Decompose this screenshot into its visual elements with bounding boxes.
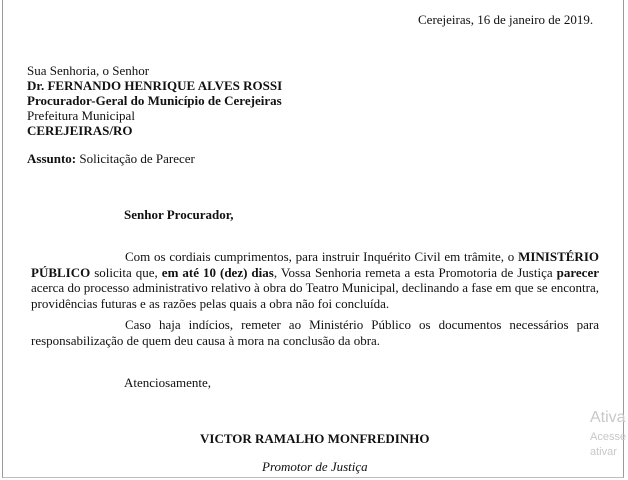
- paragraph-request-text-1: Com os cordiais cumprimentos, para instruir Inquérito Civil em trâmite, o: [125, 249, 519, 264]
- recipient-name: Dr. FERNANDO HENRIQUE ALVES ROSSI: [27, 78, 283, 93]
- recipient-title: Procurador-Geral do Município de Cerejeiras: [27, 93, 282, 108]
- paragraph-evidence: Caso haja indícios, remeter ao Ministério Público os documentos necessários para responsabilização de quem deu causa à mora na conclusão da obra.: [31, 317, 599, 348]
- closing: Atenciosamente,: [124, 375, 211, 390]
- recipient-city: CEREJEIRAS/RO: [27, 123, 133, 138]
- paragraph-request-text-3: , Vossa Senhoria remeta a esta Promotoria de Justiça: [273, 264, 557, 280]
- subject-label: Assunto:: [27, 151, 77, 166]
- greeting: Senhor Procurador,: [124, 207, 234, 222]
- deadline: em até 10 (dez) dias: [161, 264, 274, 280]
- paragraph-request: [31, 249, 599, 311]
- request-object: parecer: [556, 264, 599, 280]
- signer-role: Promotor de Justiça: [262, 459, 368, 474]
- place-date: Cerejeiras, 16 de janeiro de 2019.: [418, 12, 594, 27]
- subject-line: [27, 151, 195, 166]
- subject-text: Solicitação de Parecer: [76, 151, 195, 166]
- activation-watermark-title: Ativa: [590, 409, 626, 426]
- signer-name: VICTOR RAMALHO MONFREDINHO: [200, 431, 430, 446]
- recipient-salutation: Sua Senhoria, o Senhor: [27, 63, 150, 78]
- activation-watermark-line3: ativar: [590, 446, 617, 458]
- paragraph-request-text-4: acerca do processo administrativo relativo à obra do Teatro Municipal, declinando a fase em que se encontra, providências futuras e as razões pelas quais a obra não foi concluída.: [31, 280, 599, 311]
- paragraph-request-text-2: solicita que,: [90, 264, 162, 280]
- institution-name: MINISTÉRIO PÚBLICO: [31, 249, 599, 280]
- recipient-organization: Prefeitura Municipal: [27, 108, 135, 123]
- activation-watermark-line2: Acesse: [590, 431, 627, 443]
